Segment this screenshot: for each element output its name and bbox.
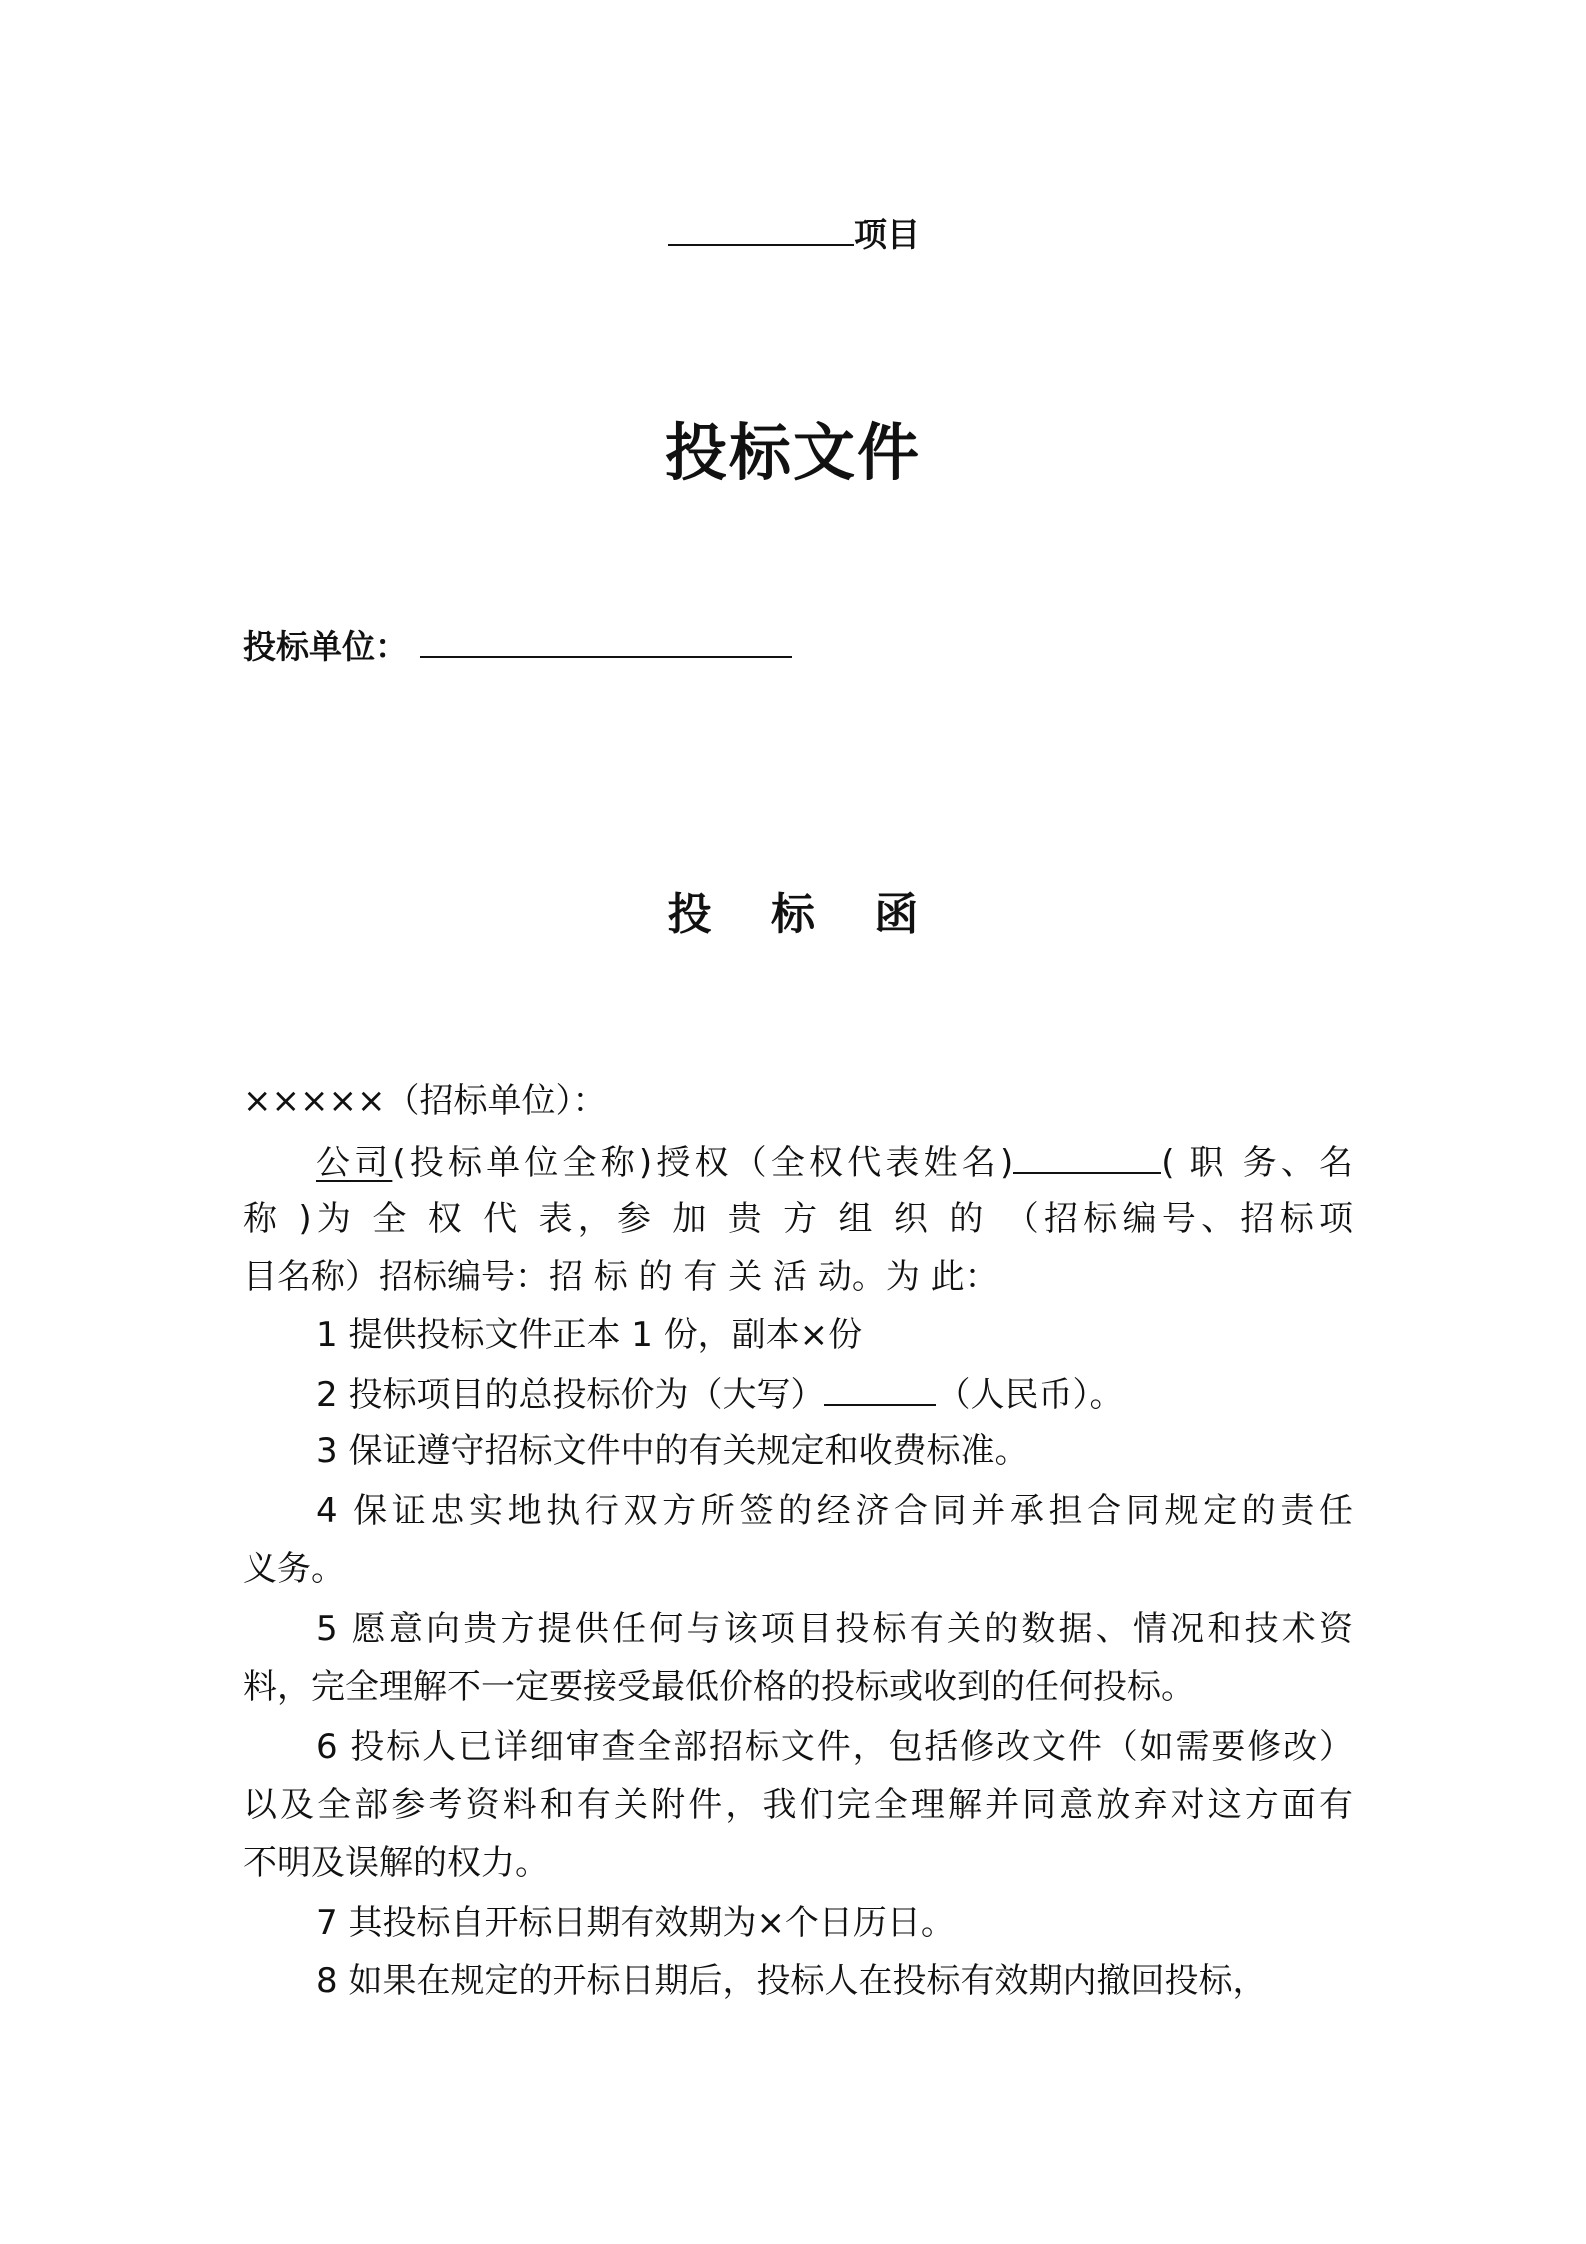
project-name-line [668,208,920,260]
item-3: 3 保证遵守招标文件中的有关规定和收费标准。 [316,1431,1029,1471]
para1-line1 [316,1132,1353,1190]
item-1: 1 提供投标文件正本 1 份，副本×份 [316,1315,863,1355]
item-6-line3: 不明及误解的权力。 [243,1843,549,1883]
salutation: ×××××（招标单位）： [243,1081,607,1121]
item-8-line1: 8 如果在规定的开标日期后，投标人在投标有效期内撤回投标， [316,1961,1267,2001]
item-2-text: 2 投标项目的总投标价为（大写） [316,1375,825,1415]
item-4-line1: 4 保证忠实地执行双方所签的经济合同并承担合同规定的责任 [316,1491,1353,1531]
bidder-label: 投标单位： [243,627,408,666]
project-name-blank [668,208,854,246]
item-5-line2: 料，完全理解不一定要接受最低价格的投标或收到的任何投标。 [243,1667,1195,1707]
company-name: 公司 [316,1143,393,1183]
bidder-blank [420,620,792,658]
document-title: 投标文件 [664,416,921,489]
item-6-line1: 6 投标人已详细审查全部招标文件，包括修改文件（如需要修改） [316,1727,1353,1767]
para1-line2: 称 )为 全 权 代 表，参 加 贵 方 组 织 的 （招标编号、招标项 [243,1199,1353,1239]
project-suffix: 项目 [854,215,920,254]
para1-line3: 目名称）招标编号：招 标 的 有 关 活 动。为 此： [243,1257,999,1297]
item-7: 7 其投标自开标日期有效期为×个日历日。 [316,1903,955,1943]
total-price-blank [824,1364,936,1406]
letter-title: 投 标 函 [667,889,941,940]
para1-line1-mid: (投标单位全称)授权（全权代表姓名) [392,1143,1014,1183]
item-5-line1: 5 愿意向贵方提供任何与该项目投标有关的数据、情况和技术资 [316,1609,1353,1649]
item-4-line2: 义务。 [243,1549,345,1589]
representative-blank [1013,1132,1161,1174]
bidder-line [243,620,792,673]
item-6-line2: 以及全部参考资料和有关附件，我们完全理解并同意放弃对这方面有 [243,1785,1353,1825]
item-2 [316,1364,1353,1422]
para1-line1-end: ( 职 务、名 [1161,1143,1353,1183]
item-2-currency: （人民币）。 [936,1375,1124,1415]
